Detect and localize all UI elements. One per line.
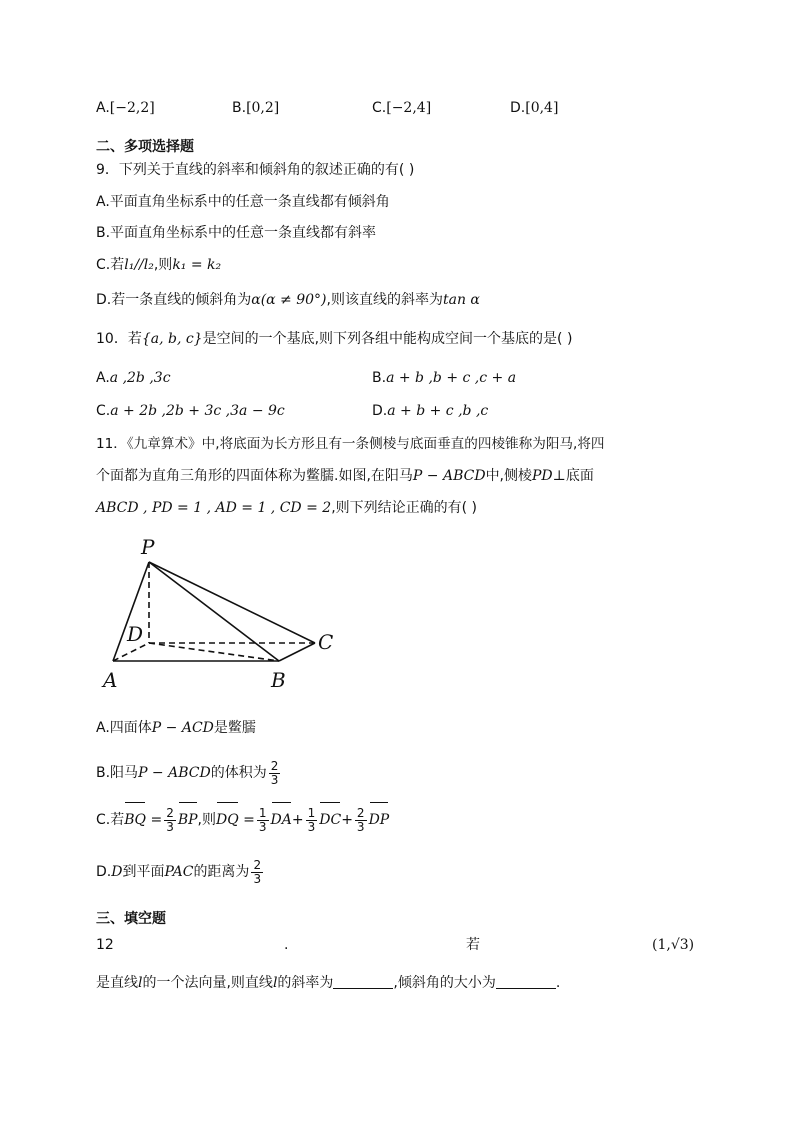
q9-option-d: D.若一条直线的倾斜角为α(α ≠ 90°),则该直线的斜率为tan α xyxy=(96,292,480,308)
edge-PC xyxy=(149,562,315,643)
q9-option-b: B.平面直角坐标系中的任意一条直线都有斜率 xyxy=(96,225,377,241)
q11-option-c: C.若BQ = $\frac{2}{3}$ BP,则DQ = $\frac{1}{3}$ DA+ $\frac{1}{3}$ DC+ $\frac{2}{3}$ DP xyxy=(96,805,390,834)
q12-dot: . xyxy=(284,937,289,953)
q9-option-a: A.平面直角坐标系中的任意一条直线都有倾斜角 xyxy=(96,194,390,210)
q12-ruo: 若 xyxy=(466,937,480,953)
edge-BC xyxy=(279,643,315,661)
label-P: P xyxy=(141,535,155,559)
answer-blank-angle[interactable] xyxy=(496,974,556,989)
q10-option-d: D.a + b + c ,b ,c xyxy=(372,403,489,419)
section-heading-multiple-choice: 二、多项选择题 xyxy=(96,139,194,155)
label-B: B xyxy=(271,668,286,692)
label-A: A xyxy=(103,668,118,692)
q12-line2: 是直线l的一个法向量,则直线l的斜率为 ,倾斜角的大小为 . xyxy=(96,975,561,991)
option-a-top: A.[−2,2] xyxy=(96,100,155,116)
pyramid-figure xyxy=(95,530,355,695)
section-heading-fill-in: 三、填空题 xyxy=(96,911,166,927)
label-D: D xyxy=(127,622,144,646)
option-d-top: D.[0,4] xyxy=(510,100,559,116)
answer-blank-slope[interactable] xyxy=(333,974,393,989)
q11-option-d: D.D到平面PAC的距离为 $\frac{2}{3}$ xyxy=(96,857,262,886)
q11-stem-line3: ABCD , PD = 1 , AD = 1 , CD = 2,则下列结论正确的有( ) xyxy=(96,500,478,516)
q9-stem: 9．下列关于直线的斜率和倾斜角的叙述正确的有( ) xyxy=(96,162,415,178)
q12-normal-vector: (1,√3) xyxy=(652,937,695,953)
q12-number: 12 xyxy=(96,937,114,953)
q11-stem-line1: 11．《九章算术》中,将底面为长方形且有一条侧棱与底面垂直的四棱锥称为阳马,将四 xyxy=(96,436,605,452)
q10-option-b: B.a + b ,b + c ,c + a xyxy=(372,370,517,386)
q11-stem-line2: 个面都为直角三角形的四面体称为鳖臑.如图,在阳马P − ABCD中,侧棱PD⊥底面 xyxy=(96,468,594,484)
q10-stem: 10．若{a, b, c}是空间的一个基底,则下列各组中能构成空间一个基底的是( ) xyxy=(96,331,573,347)
option-c-top: C.[−2,4] xyxy=(372,100,432,116)
q11-option-b: B.阳马P − ABCD的体积为 $\frac{2}{3}$ xyxy=(96,758,279,787)
option-b-top: B.[0,2] xyxy=(232,100,280,116)
q10-option-c: C.a + 2b ,2b + 3c ,3a − 9c xyxy=(96,403,285,419)
edge-PB xyxy=(149,562,279,661)
q9-option-c: C.若l₁//l₂,则k₁ = k₂ xyxy=(96,257,222,273)
q11-option-a: A.四面体P − ACD是鳖臑 xyxy=(96,720,256,736)
label-C: C xyxy=(318,630,334,654)
q10-option-a: A.a ,2b ,3c xyxy=(96,370,171,386)
